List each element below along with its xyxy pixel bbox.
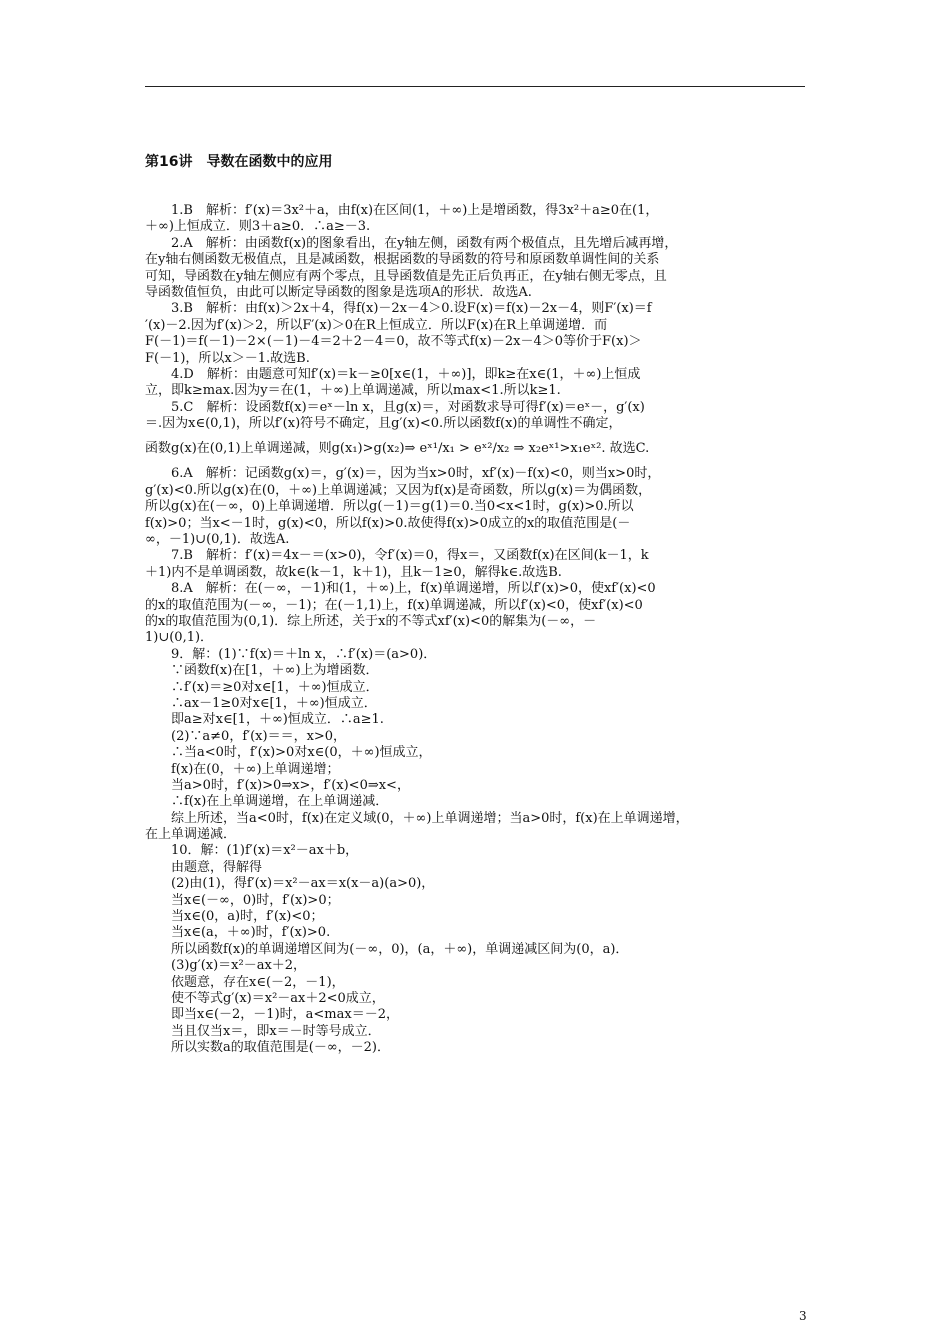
text-line: 当a>0时，f′(x)>0⇒x>，f′(x)<0⇒x<，	[145, 777, 410, 793]
text-line: f(x)在(0，＋∞)上单调递增；	[145, 761, 340, 777]
text-line: ＝.因为x∈(0,1)，所以f′(x)符号不确定，且g′(x)<0.所以函数f(x)的单调性不确定，	[145, 416, 622, 432]
text-line: 5.C 解析：设函数f(x)＝eˣ－ln x，且g(x)＝，对函数求导可得f′(x)＝eˣ－，g′(x)	[145, 399, 645, 415]
text-line: 6.A 解析：记函数g(x)＝，g′(x)＝，因为当x>0时，xf′(x)－f(x)<0，则当x>0时，	[145, 466, 661, 482]
text-line: 当x∈(a，＋∞)时，f′(x)>0.	[145, 925, 331, 941]
page-title: 第16讲 导数在函数中的应用	[145, 154, 333, 170]
text-line: ∴ax－1≥0对x∈[1，＋∞)恒成立．	[145, 695, 377, 711]
text-line: 10．解：(1)f′(x)＝x²－ax＋b，	[145, 843, 359, 859]
text-line: F(－1)＝f(－1)－2×(－1)－4＝2＋2－4＝0，故不等式f(x)－2x－4＞0等价于F(x)＞	[145, 334, 642, 350]
text-line: ∵函数f(x)在[1，＋∞)上为增函数．	[145, 663, 379, 679]
text-line: 当且仅当x＝，即x＝－时等号成立．	[145, 1023, 381, 1039]
text-line: 可知，导函数在y轴左侧应有两个零点，且导函数值是先正后负再正，在y轴右侧无零点，且	[145, 268, 667, 284]
text-line: 9．解：(1)∵f(x)＝＋ln x，∴f′(x)＝(a>0)．	[145, 646, 437, 662]
text-line: 在上单调递减．	[145, 827, 237, 843]
text-line-fraction: 函数g(x)在(0,1)上单调递减，则g(x₁)>g(x₂)⇒ eˣ¹/x₁ > eˣ²/x₂ ⇒ x₂eˣ¹>x₁eˣ². 故选C.	[145, 441, 650, 457]
text-line: ′(x)－2.因为f′(x)＞2，所以F′(x)＞0在R上恒成立．所以F(x)在R上单调递增．而	[145, 317, 608, 333]
page-number: 3	[799, 1309, 807, 1323]
text-line: ＋1)内不是单调函数，故k∈(k－1，k＋1)，且k－1≥0，解得k∈.故选B.	[145, 564, 562, 580]
text-line: ∴当a<0时，f′(x)>0对x∈(0，＋∞)恒成立，	[145, 745, 432, 761]
text-line: 1)∪(0,1)．	[145, 630, 214, 646]
text-line: 由题意，得解得	[145, 859, 263, 875]
text-line: 当x∈(0，a)时，f′(x)<0；	[145, 909, 324, 925]
text-line: 综上所述，当a<0时，f(x)在定义域(0，＋∞)上单调递增；当a>0时，f(x)在上单调递增，	[145, 810, 689, 826]
text-line: 2.A 解析：由函数f(x)的图象看出，在y轴左侧，函数有两个极值点，且先增后减再增，	[145, 235, 678, 251]
text-line: 依题意，存在x∈(－2，－1)，	[145, 974, 345, 990]
text-line: 1.B 解析：f′(x)＝3x²＋a，由f(x)在区间(1，＋∞)上是增函数，得3x²＋a≥0在(1，	[145, 203, 659, 218]
text-line: 4.D 解析：由题意可知f′(x)＝k－≥0[x∈(1，＋∞)]，即k≥在x∈(1，＋∞)上恒成	[145, 366, 641, 382]
text-line: ∞，－1)∪(0,1)．故选A.	[145, 532, 290, 548]
text-line: f(x)>0；当x<－1时，g(x)<0，所以f(x)>0.故使得f(x)>0成立的x的取值范围是(－	[145, 515, 631, 531]
text-line: F(－1)，所以x＞－1.故选B.	[145, 350, 310, 366]
text-line: 在y轴右侧函数无极值点，且是减函数，根据函数的导函数的符号和原函数单调性间的关系	[145, 252, 660, 268]
text-line: ＋∞)上恒成立．则3＋a≥0．∴a≥－3.	[145, 219, 371, 235]
text-line: (2)∵a≠0，f′(x)＝＝，x>0，	[145, 728, 347, 744]
text-line: ∴f(x)在上单调递增，在上单调递减．	[145, 794, 389, 810]
solution-text	[145, 203, 817, 1057]
text-line: 所以g(x)在(－∞，0)上单调递增．所以g(－1)＝g(1)＝0.当0<x<1时，g(x)>0.所以	[145, 499, 634, 515]
text-line: 使不等式g′(x)＝x²－ax＋2<0成立，	[145, 990, 385, 1006]
text-line: g′(x)<0.所以g(x)在(0，＋∞)上单调递减；又因为f(x)是奇函数，所以g(x)＝为偶函数，	[145, 482, 652, 498]
text-line: 导函数值恒负，由此可以断定导函数的图象是选项A的形状．故选A.	[145, 284, 532, 300]
text-line: 即当x∈(－2，－1)时，a<max＝－2，	[145, 1007, 399, 1023]
text-line: ∴f′(x)＝≥0对x∈[1，＋∞)恒成立．	[145, 679, 379, 695]
header-rule	[145, 86, 805, 87]
text-line: 3.B 解析：由f(x)＞2x＋4，得f(x)－2x－4＞0.设F(x)＝f(x)－2x－4，则F′(x)＝f	[145, 301, 652, 317]
text-line: 的x的取值范围为(－∞，－1)；在(－1,1)上，f(x)单调递减，所以f′(x)<0，使xf′(x)<0	[145, 597, 643, 613]
text-line: 当x∈(－∞，0)时，f′(x)>0；	[145, 892, 340, 908]
text-line: 即a≥对x∈[1，＋∞)恒成立．∴a≥1.	[145, 712, 384, 728]
text-line: 立，即k≥max.因为y＝在(1，＋∞)上单调递减，所以max<1.所以k≥1.	[145, 383, 561, 399]
text-line: 8.A 解析：在(－∞，－1)和(1，＋∞)上，f(x)单调递增，所以f′(x)>0，使xf′(x)<0	[145, 581, 656, 597]
text-line: 的x的取值范围为(0,1)．综上所述，关于x的不等式xf′(x)<0的解集为(－∞，－	[145, 613, 597, 629]
text-line: 所以实数a的取值范围是(－∞，－2)．	[145, 1040, 390, 1056]
text-line: 7.B 解析：f′(x)＝4x－＝(x>0)，令f′(x)＝0，得x＝，又函数f(x)在区间(k－1，k	[145, 548, 649, 564]
text-line: (3)g′(x)＝x²－ax＋2，	[145, 958, 307, 974]
text-line: (2)由(1)，得f′(x)＝x²－ax＝x(x－a)(a>0)，	[145, 876, 435, 892]
text-line: 所以函数f(x)的单调递增区间为(－∞，0)，(a，＋∞)，单调递减区间为(0，a)．	[145, 941, 629, 957]
